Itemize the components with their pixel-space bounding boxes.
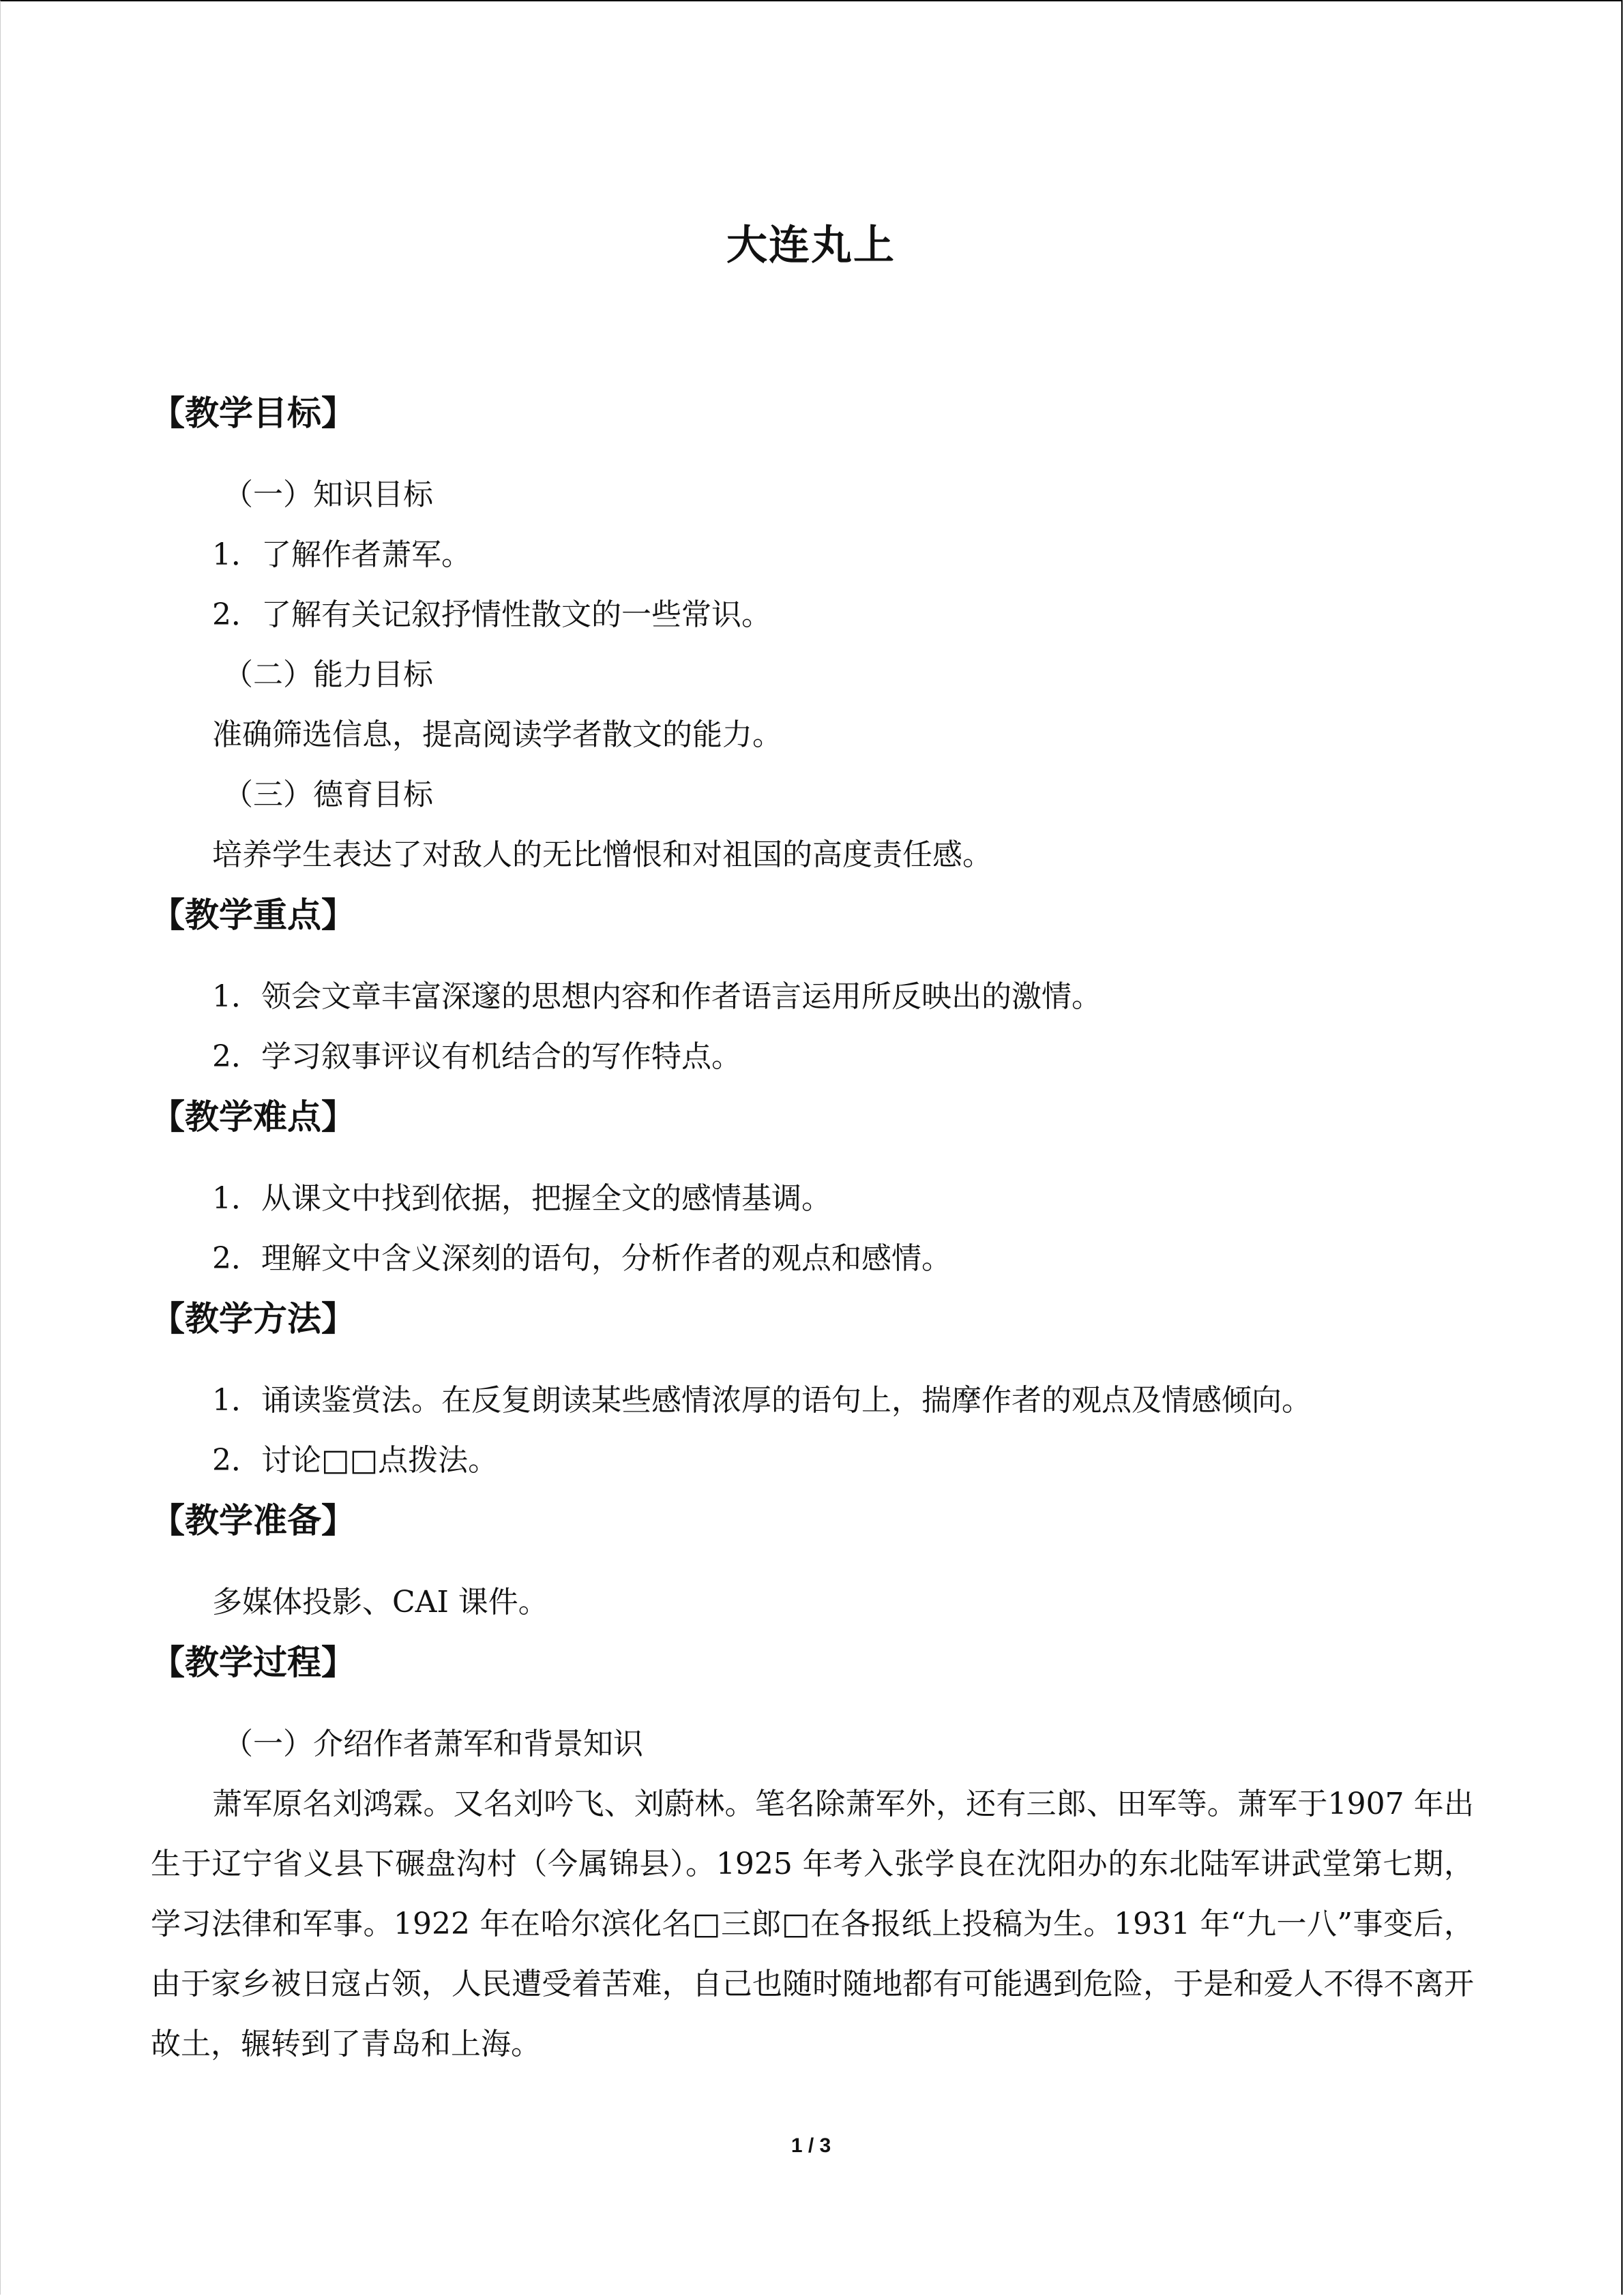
list-item: 2．讨论□□点拨法。 xyxy=(212,1443,499,1478)
section-heading-process: 【教学过程】 xyxy=(151,1643,355,1682)
list-item: 1．了解作者萧军。 xyxy=(212,537,471,572)
body-paragraph: 萧军原名刘鸿霖。又名刘吟飞、刘蔚林。笔名除萧军外，还有三郎、田军等。萧军于1907 年出生于辽宁省义县下碾盘沟村（今属锦县）。1925 年考入张学良在沈阳办的东北陆军讲武堂第七期，学习法律和军事。1922 年在哈尔滨化名□三郎□在各报纸上投稿为生。1931 年“九一八”事变后，由于家乡被日寇占领，人民遭受着苦难，自己也随时随地都有可能遇到危险，于是和爱人不得不离开故土，辗转到了青岛和上海。 xyxy=(151,1787,1474,2061)
section-heading-methods: 【教学方法】 xyxy=(151,1299,355,1339)
section-heading-key-points: 【教学重点】 xyxy=(151,895,355,935)
subheading-ability: （二）能力目标 xyxy=(223,657,433,692)
section-heading-objectives: 【教学目标】 xyxy=(151,393,355,433)
document-body xyxy=(151,383,1474,2074)
list-item: 2．了解有关记叙抒情性散文的一些常识。 xyxy=(212,597,771,632)
section-heading-preparation: 【教学准备】 xyxy=(151,1501,355,1540)
list-item: 1．从课文中找到依据，把握全文的感情基调。 xyxy=(212,1181,831,1216)
subheading-moral: （三）德育目标 xyxy=(223,777,433,812)
list-item: 多媒体投影、CAI 课件。 xyxy=(212,1585,548,1620)
list-item: 1．领会文章丰富深邃的思想内容和作者语言运用所反映出的激情。 xyxy=(212,979,1102,1014)
subheading-knowledge: （一）知识目标 xyxy=(223,477,433,512)
list-item: 准确筛选信息，提高阅读学者散文的能力。 xyxy=(212,717,782,752)
document-title: 大连丸上 xyxy=(726,222,896,269)
subheading-author-intro: （一）介绍作者萧军和背景知识 xyxy=(223,1727,643,1761)
list-item: 2．学习叙事评议有机结合的写作特点。 xyxy=(212,1039,741,1074)
list-item: 1．诵读鉴赏法。在反复朗读某些感情浓厚的语句上，揣摩作者的观点及情感倾向。 xyxy=(212,1383,1312,1418)
list-item: 培养学生表达了对敌人的无比憎恨和对祖国的高度责任感。 xyxy=(212,837,992,872)
list-item: 2．理解文中含义深刻的语句，分析作者的观点和感情。 xyxy=(212,1241,951,1276)
page-number: 1 / 3 xyxy=(791,2134,831,2157)
section-heading-difficulties: 【教学难点】 xyxy=(151,1097,355,1137)
